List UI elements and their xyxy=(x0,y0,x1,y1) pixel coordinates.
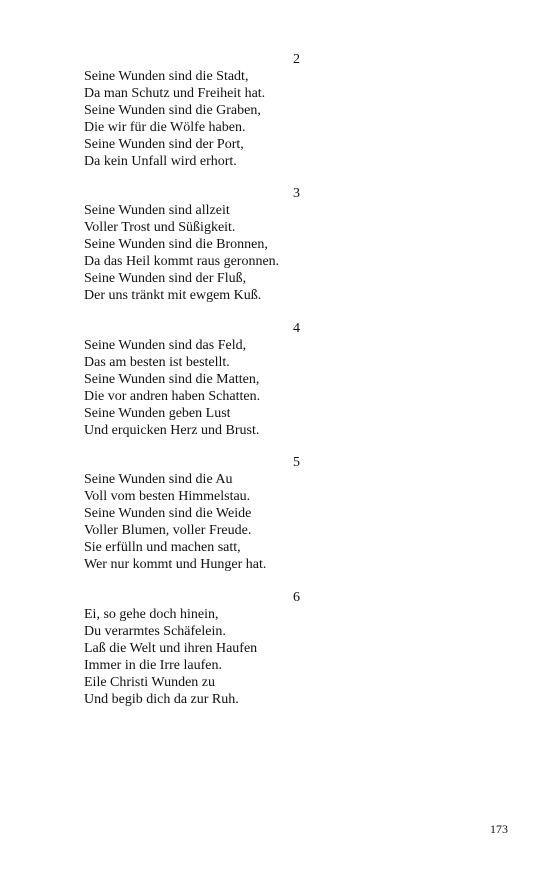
verse-line: Ei, so gehe doch hinein, xyxy=(84,607,219,622)
verse-line: Seine Wunden sind die Bronnen, xyxy=(84,237,268,252)
stanza-number: 3 xyxy=(293,186,300,201)
verse-line: Seine Wunden sind der Port, xyxy=(84,137,244,152)
verse-line: Seine Wunden sind allzeit xyxy=(84,203,230,218)
verse-line: Und begib dich da zur Ruh. xyxy=(84,692,239,707)
verse-line: Seine Wunden sind die Au xyxy=(84,472,233,487)
verse-line: Die wir für die Wölfe haben. xyxy=(84,120,246,135)
verse-line: Immer in die Irre laufen. xyxy=(84,658,222,673)
verse-line: Voll vom besten Himmelstau. xyxy=(84,489,251,504)
verse-line: Da man Schutz und Freiheit hat. xyxy=(84,86,266,101)
verse-line: Da das Heil kommt raus geronnen. xyxy=(84,254,280,269)
stanza-2 xyxy=(84,51,300,170)
stanza-number: 6 xyxy=(293,590,300,605)
verse-line: Voller Trost und Süßigkeit. xyxy=(84,220,236,235)
verse-line: Und erquicken Herz und Brust. xyxy=(84,423,260,438)
stanza-6 xyxy=(84,589,300,708)
verse-line: Seine Wunden sind das Feld, xyxy=(84,338,247,353)
stanza-number: 5 xyxy=(293,455,300,470)
verse-line: Seine Wunden sind der Fluß, xyxy=(84,271,247,286)
stanza-number: 4 xyxy=(293,321,300,336)
verse-line: Das am besten ist bestellt. xyxy=(84,355,230,370)
verse-line: Die vor andren haben Schatten. xyxy=(84,389,261,404)
verse-line: Seine Wunden sind die Matten, xyxy=(84,372,260,387)
verse-line: Seine Wunden sind die Weide xyxy=(84,506,252,521)
verse-line: Sie erfülln und machen satt, xyxy=(84,540,241,555)
verse-line: Da kein Unfall wird erhort. xyxy=(84,154,237,169)
verse-line: Der uns tränkt mit ewgem Kuß. xyxy=(84,288,262,303)
verse-line: Eile Christi Wunden zu xyxy=(84,675,215,690)
stanza-4 xyxy=(84,320,300,439)
stanza-3 xyxy=(84,185,300,304)
stanza-number: 2 xyxy=(293,52,300,67)
verse-line: Wer nur kommt und Hunger hat. xyxy=(84,557,267,572)
page-number: 173 xyxy=(490,822,508,836)
verse-line: Seine Wunden sind die Stadt, xyxy=(84,69,249,84)
stanza-5 xyxy=(84,454,300,573)
verse-line: Du verarmtes Schäfelein. xyxy=(84,624,226,639)
verse-line: Seine Wunden sind die Graben, xyxy=(84,103,261,118)
verse-line: Voller Blumen, voller Freude. xyxy=(84,523,252,538)
verse-line: Laß die Welt und ihren Haufen xyxy=(84,641,258,656)
verse-line: Seine Wunden geben Lust xyxy=(84,406,231,421)
